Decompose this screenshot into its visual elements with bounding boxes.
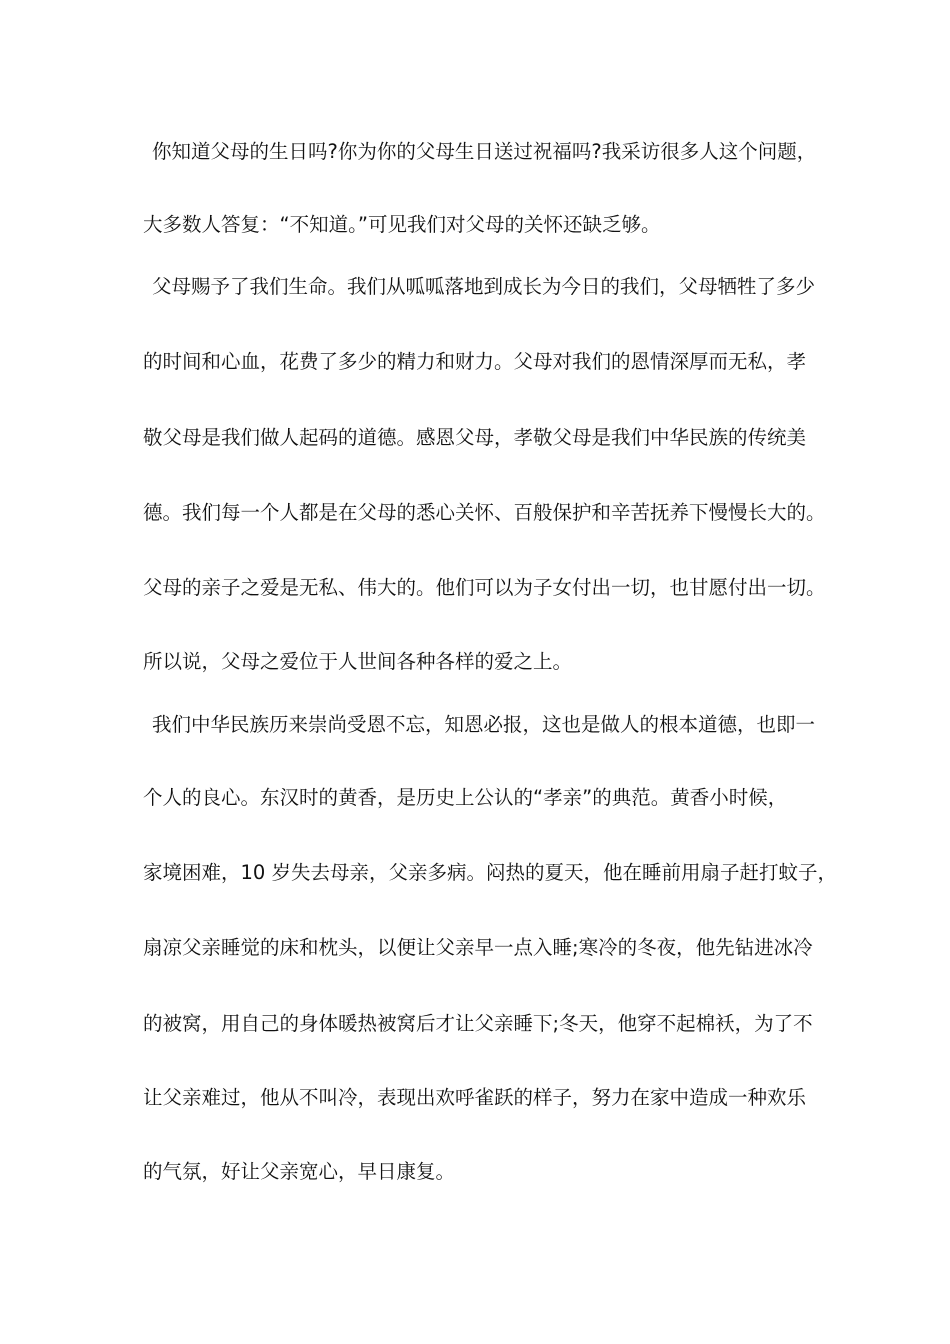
paragraph-3-line-1: 我们中华民族历来崇尚受恩不忘，知恩必报，这也是做人的根本道德，也即一 [152,713,816,736]
paragraph-1-line-1: 你知道父母的生日吗?你为你的父母生日送过祝福吗?我采访很多人这个问题， [152,140,817,163]
paragraph-2-line-5: 父母的亲子之爱是无私、伟大的。他们可以为子女付出一切，也甘愿付出一切。 [143,576,826,599]
paragraph-2-line-1: 父母赐予了我们生命。我们从呱呱落地到成长为今日的我们，父母牺牲了多少 [152,275,816,298]
paragraph-2-line-3: 敬父母是我们做人起码的道德。感恩父母，孝敬父母是我们中华民族的传统美 [143,426,807,449]
paragraph-2-line-6: 所以说，父母之爱位于人世间各种各样的爱之上。 [143,650,573,673]
paragraph-3-line-5: 的被窝，用自己的身体暖热被窝后才让父亲睡下;冬天，他穿不起棉袄，为了不 [143,1012,813,1035]
paragraph-1-line-2: 大多数人答复：“不知道。”可见我们对父母的关怀还缺乏够。 [143,213,661,236]
paragraph-2-line-4: 德。我们每一个人都是在父母的悉心关怀、百般保护和辛苦抚养下慢慢长大的。 [143,501,826,524]
paragraph-3-line-4: 扇凉父亲睡觉的床和枕头，以便让父亲早一点入睡;寒冷的冬夜，他先钻进冰冷 [143,936,813,959]
paragraph-3-line-3: 家境困难，10 岁失去母亲，父亲多病。闷热的夏天，他在睡前用扇子赶打蚊子， [143,861,838,884]
paragraph-3-line-2: 个人的良心。东汉时的黄香，是历史上公认的“孝亲”的典范。黄香小时候， [143,786,788,809]
paragraph-3-line-6: 让父亲难过，他从不叫冷，表现出欢呼雀跃的样子，努力在家中造成一种欢乐 [143,1086,807,1109]
paragraph-3-line-7: 的气氛，好让父亲宽心，早日康复。 [143,1160,456,1183]
paragraph-2-line-2: 的时间和心血，花费了多少的精力和财力。父母对我们的恩情深厚而无私，孝 [143,350,807,373]
